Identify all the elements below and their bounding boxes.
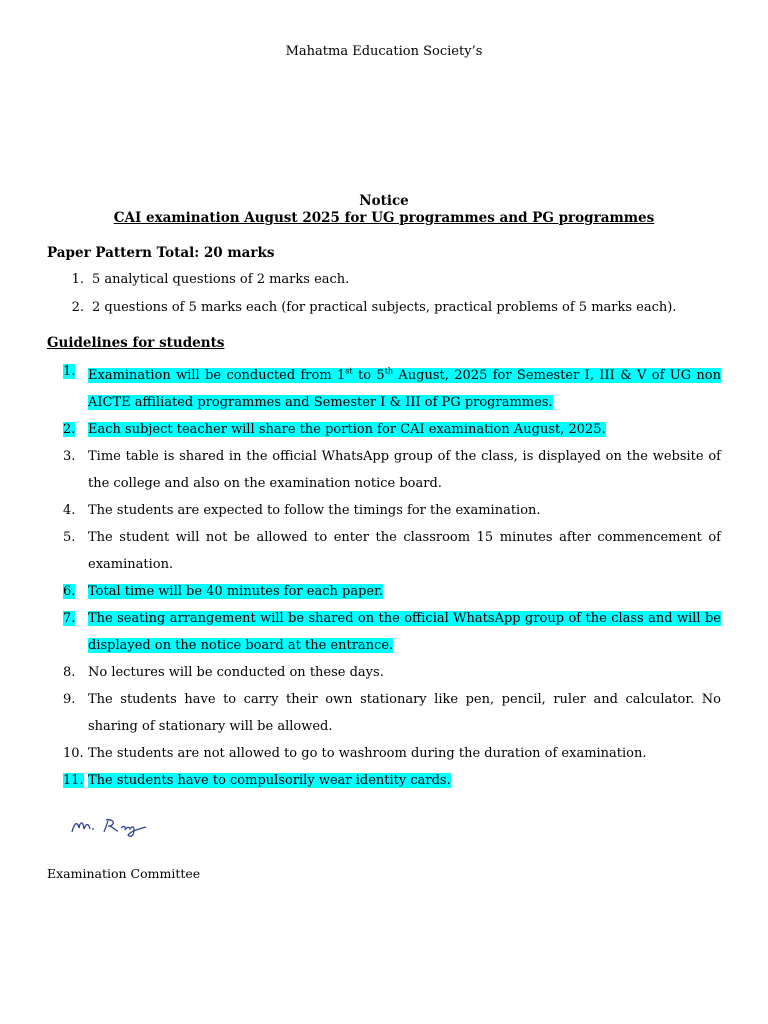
item-number: 7. <box>63 611 76 627</box>
item-number: 1. <box>63 364 76 379</box>
item-text: Time table is shared in the official WhatsApp group of the class, is displayed on the website of the college and also on the examination notice board. <box>88 449 721 492</box>
signature-image <box>68 812 158 842</box>
list-item <box>47 270 727 298</box>
list-item <box>63 767 723 794</box>
item-number: 10. <box>63 746 84 762</box>
item-number: 2. <box>71 300 84 315</box>
list-item <box>63 416 723 443</box>
item-text: The seating arrangement will be shared on the official WhatsApp group of the class and will be displayed on the notice board at the entrance. <box>88 611 721 654</box>
item-number: 6. <box>63 584 76 600</box>
list-item <box>63 497 723 524</box>
list-item <box>63 443 723 497</box>
notice-subtitle: CAI examination August 2025 for UG programmes and PG programmes <box>113 210 655 226</box>
list-item <box>63 740 723 767</box>
list-item <box>47 298 727 326</box>
list-item <box>63 358 723 416</box>
item-text: Each subject teacher will share the portion for CAI examination August, 2025. <box>88 422 606 438</box>
item-text: 2 questions of 5 marks each (for practical subjects, practical problems of 5 marks each). <box>92 300 677 315</box>
society-name: Mahatma Education Society’s <box>285 44 483 59</box>
paper-pattern-heading: Paper Pattern Total: 20 marks <box>47 245 275 261</box>
item-text: The students are expected to follow the timings for the examination. <box>88 503 541 519</box>
notice-title: Notice <box>359 193 409 209</box>
item-number: 5. <box>63 530 76 546</box>
item-number: 4. <box>63 503 76 519</box>
item-text: The students have to carry their own stationary like pen, pencil, ruler and calculator. No sharing of stationary will be allowed. <box>88 692 721 735</box>
list-item <box>63 524 723 578</box>
item-number: 8. <box>63 665 76 681</box>
item-text: No lectures will be conducted on these days. <box>88 665 384 681</box>
item-number: 3. <box>63 449 76 465</box>
paper-pattern-list <box>47 270 727 326</box>
list-item <box>63 686 723 740</box>
item-number: 11. <box>63 773 84 789</box>
list-item <box>63 605 723 659</box>
list-item <box>63 578 723 605</box>
item-text: Examination will be conducted from 1st to 5th August, 2025 for Semester I, III & V of UG non AICTE affiliated programmes and Semester I & III of PG programmes. <box>88 367 722 411</box>
item-text: The students have to compulsorily wear identity cards. <box>88 773 451 789</box>
list-item <box>63 659 723 686</box>
guidelines-list <box>63 358 723 794</box>
item-number: 2. <box>63 422 76 438</box>
item-number: 9. <box>63 692 76 708</box>
item-text: The student will not be allowed to enter the classroom 15 minutes after commencement of examination. <box>88 530 721 573</box>
examination-committee-label: Examination Committee <box>47 866 201 881</box>
guidelines-heading: Guidelines for students <box>47 335 225 351</box>
item-text: Total time will be 40 minutes for each paper. <box>88 584 384 600</box>
item-number: 1. <box>71 272 84 287</box>
item-text: 5 analytical questions of 2 marks each. <box>92 272 350 287</box>
item-text: The students are not allowed to go to washroom during the duration of examination. <box>88 746 647 762</box>
